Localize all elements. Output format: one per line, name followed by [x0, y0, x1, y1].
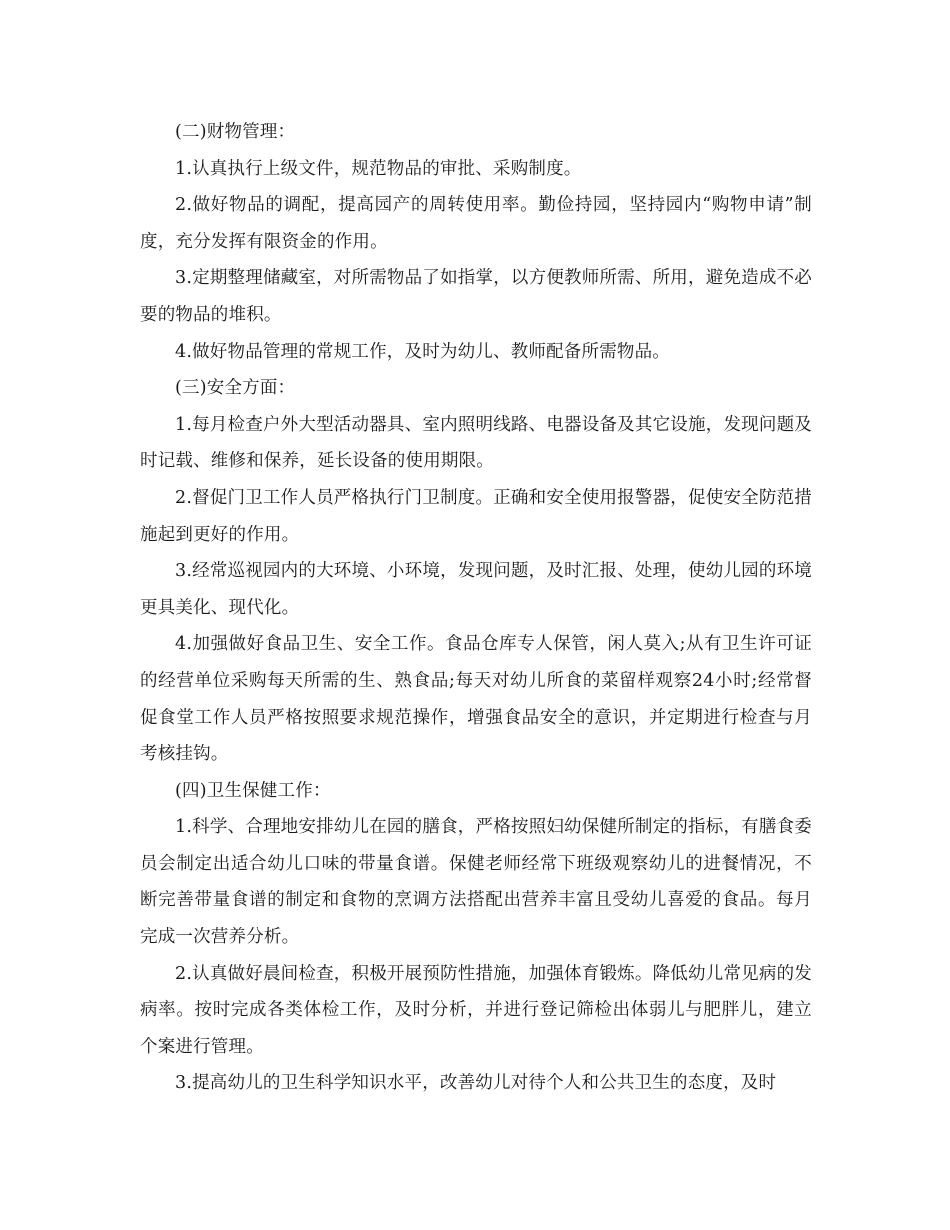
paragraph: 3.经常巡视园内的大环境、小环境，发现问题，及时汇报、处理，使幼儿园的环境更具美化、现代化。	[140, 561, 812, 618]
section-heading-safety: (三)安全方面：	[175, 378, 296, 399]
paragraph: 2.做好物品的调配，提高园产的周转使用率。勤俭持园，坚持园内“购物申请”制度，充分发挥有限资金的作用。	[140, 195, 812, 252]
paragraph: 3.定期整理储藏室，对所需物品了如指掌，以方便教师所需、所用，避免造成不必要的物品的堆积。	[140, 268, 812, 325]
paragraph: 4.加强做好食品卫生、安全工作。食品仓库专人保管，闲人莫入;从有卫生许可证的经营单位采购每天所需的生、熟食品;每天对幼儿所食的菜留样观察24小时;经常督促食堂工作人员严格按照要求规范操作，增强食品安全的意识，并定期进行检查与月考核挂钩。	[140, 634, 812, 765]
paragraph: 4.做好物品管理的常规工作，及时为幼儿、教师配备所需物品。	[175, 341, 670, 362]
paragraph: 2.认真做好晨间检查，积极开展预防性措施，加强体育锻炼。降低幼儿常见病的发病率。按时完成各类体检工作，及时分析，并进行登记筛检出体弱儿与肥胖儿，建立个案进行管理。	[140, 963, 812, 1057]
section-heading-health-care: (四)卫生保健工作：	[175, 780, 331, 801]
section-heading-property-management: (二)财物管理：	[175, 122, 296, 142]
paragraph: 2.督促门卫工作人员严格执行门卫制度。正确和安全使用报警器，促使安全防范措施起到更好的作用。	[140, 487, 812, 545]
paragraph: 3.提高幼儿的卫生科学知识水平，改善幼儿对待个人和公共卫生的态度，及时	[175, 1073, 777, 1094]
paragraph: 1.每月检查户外大型活动器具、室内照明线路、电器设备及其它设施，发现问题及时记载、维修和保养，延长设备的使用期限。	[140, 414, 812, 472]
document-body	[140, 114, 812, 1102]
paragraph: 1.科学、合理地安排幼儿在园的膳食，严格按照妇幼保健所制定的指标，有膳食委员会制定出适合幼儿口味的带量食谱。保健老师经常下班级观察幼儿的进餐情况，不断完善带量食谱的制定和食物的烹调方法搭配出营养丰富且受幼儿喜爱的食品。每月完成一次营养分析。	[140, 817, 812, 948]
paragraph: 1.认真执行上级文件，规范物品的审批、采购制度。	[175, 158, 582, 179]
